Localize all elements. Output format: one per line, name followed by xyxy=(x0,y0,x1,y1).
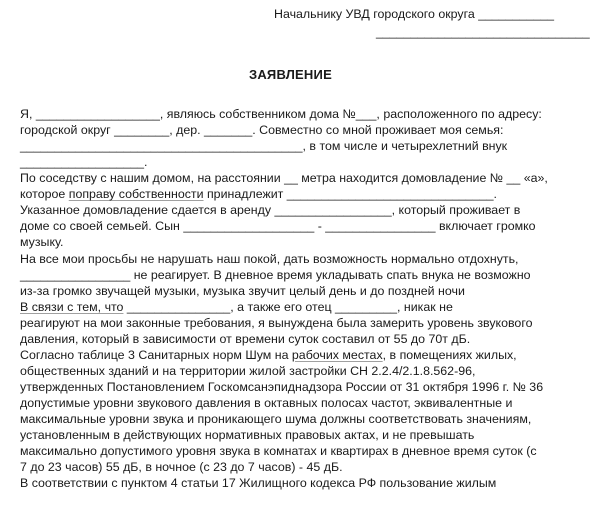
body-line-text: На все мои просьбы не нарушать наш покой, дать возможность нормально отдохнуть, xyxy=(20,251,519,266)
body-line xyxy=(20,347,517,363)
body-line-text: реагируют на мои законные требования, я вынуждена была замерить уровень звукового xyxy=(20,315,533,330)
body-line xyxy=(20,299,453,315)
inline-link[interactable]: рабочих местах xyxy=(291,347,383,362)
body-line xyxy=(20,395,512,411)
body-line xyxy=(20,411,531,427)
body-line-text: допустимые уровни звукового давления в октавных полосах частот, эквивалентные и xyxy=(20,395,513,410)
body-line xyxy=(20,170,548,186)
body-line-text: утвержденных Постановлением Госкомсанэпиднадзора России от 31 октября 1996 г. № 36 xyxy=(20,379,544,394)
body-line xyxy=(20,267,531,283)
body-line-text: из-за громко звучащей музыки, музыка звучит целый день и до поздней ночи xyxy=(20,283,465,298)
body-line xyxy=(20,315,532,331)
body-line xyxy=(20,138,507,154)
body-line xyxy=(20,251,519,267)
addressee-line: Начальнику УВД городского округа ___________ xyxy=(274,7,555,21)
body-line-text: максимальные уровни звука и проникающего шума должны соответствовать значениям, xyxy=(20,411,532,426)
body-line-text: Указанное домовладение сдается в аренду _________________, который проживает в xyxy=(20,203,521,218)
body-line xyxy=(20,218,536,234)
body-line-text: давления, который в зависимости от времени суток составил от 55 до 70т дБ. xyxy=(20,331,471,346)
body-line-text: Согласно таблице 3 Санитарных норм Шум на xyxy=(20,347,292,362)
body-line-text: _______________, а также его отец _________, никак не xyxy=(123,299,453,314)
body-line xyxy=(20,459,343,475)
body-line xyxy=(20,106,542,122)
body-line xyxy=(20,122,503,138)
body-line-text: доме со своей семьей. Сын ___________________ - ________________ включает громко xyxy=(20,219,536,234)
body-line-text: Я, __________________, являюсь собственником дома №___, расположенного по адресу: xyxy=(20,107,542,121)
inline-link[interactable]: поправу собственности xyxy=(68,187,204,202)
inline-link[interactable]: В связи с тем, что xyxy=(20,299,124,314)
body-line-text: которое xyxy=(20,187,69,202)
body-line xyxy=(20,363,475,379)
body-line-text: , в помещениях жилых, xyxy=(382,347,517,362)
body-line-text: установленным в действующих нормативных правовых актах, и не превышать xyxy=(20,428,475,442)
addressee-blank-line: _______________________________ xyxy=(376,25,590,39)
body-line xyxy=(20,331,470,347)
body-line xyxy=(20,202,520,218)
body-line-text: ________________ не реагирует. В дневное время укладывать спать внука не возможно xyxy=(20,267,531,282)
body-line-text: __________________. xyxy=(20,155,148,170)
body-line-text: общественных зданий и на территории жилой застройки СН 2.2.4/2.1.8.562-96, xyxy=(20,363,476,378)
body-line-text: музыку. xyxy=(20,235,64,250)
body-line xyxy=(20,443,537,459)
body-line-text: 7 до 23 часов) 55 дБ, в ночное (с 23 до 7 часов) - 45 дБ. xyxy=(20,460,343,475)
document-title: ЗАЯВЛЕНИЕ xyxy=(249,67,332,82)
body-line-text: принадлежит ______________________________. xyxy=(203,187,497,202)
body-line xyxy=(20,154,147,170)
body-line xyxy=(20,475,496,491)
body-line-text: городской округ ________, дер. _______. Совместно со мной проживает моя семья: xyxy=(20,123,504,137)
body-line-text: _________________________________________, в том числе и четырехлетний внук xyxy=(20,139,508,154)
body-line xyxy=(20,283,465,299)
body-line xyxy=(20,379,543,395)
body-line-text: По соседству с нашим домом, на расстоянии __ метра находится домовладение № __ «а», xyxy=(20,171,548,186)
body-line-text: В соответствии с пунктом 4 статьи 17 Жилищного кодекса РФ пользование жилым xyxy=(20,476,497,491)
body-line xyxy=(20,234,63,250)
body-line xyxy=(20,427,474,443)
body-line xyxy=(20,186,497,202)
body-line-text: максимально допустимого уровня звука в комнатах и квартирах в дневное время суток (с xyxy=(20,444,537,459)
